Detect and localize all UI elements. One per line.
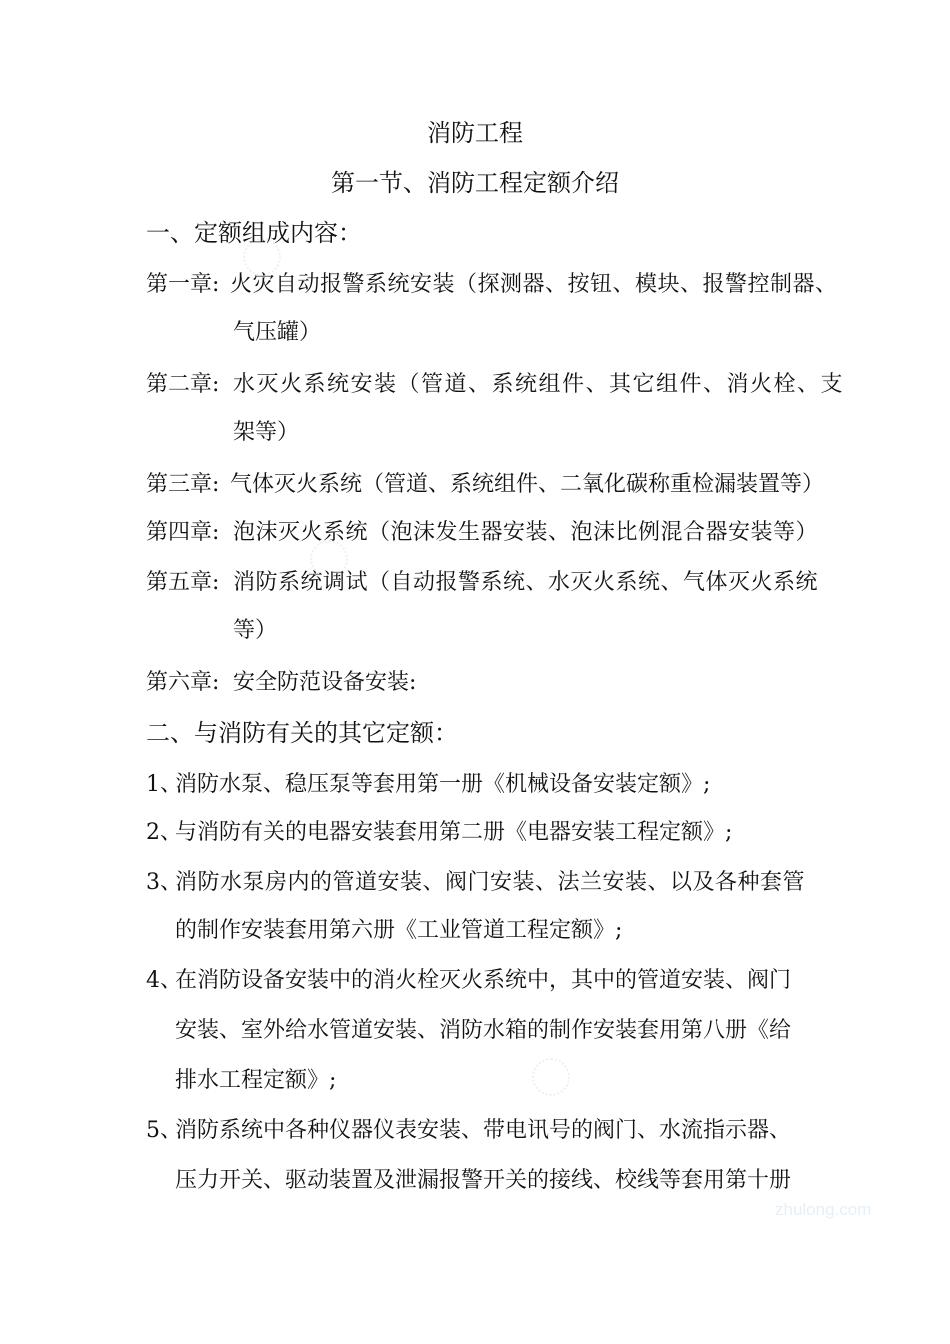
list-item-text: 消防水泵、稳压泵等套用第一册《机械设备安装定额》; bbox=[175, 772, 711, 797]
chapter-text: 火灾自动报警系统安装（探测器、按钮、模块、报警控制器、 bbox=[230, 272, 838, 297]
chapter-label: 第一章: bbox=[146, 272, 220, 297]
chapter-label: 第四章: bbox=[146, 520, 220, 545]
chapter-text-cont: 架等） bbox=[233, 420, 300, 445]
section-subtitle: 第一节、消防工程定额介绍 bbox=[331, 169, 619, 197]
list-item-text: 消防系统中各种仪器仪表安装、带电讯号的阀门、水流指示器、 bbox=[175, 1118, 792, 1143]
chapter-text: 气体灭火系统（管道、系统组件、二氧化碳称重检漏装置等） bbox=[230, 472, 825, 497]
list-item-text: 排水工程定额》; bbox=[175, 1068, 337, 1093]
list-item-text: 消防水泵房内的管道安装、阀门安装、法兰安装、以及各种套管 bbox=[175, 870, 806, 895]
list-item-number: 1、 bbox=[146, 772, 182, 797]
list-item-text: 在消防设备安装中的消火栓灭火系统中，其中的管道安装、阀门 bbox=[175, 968, 792, 993]
chapter-text: 泡沫灭火系统（泡沫发生器安装、泡沫比例混合器安装等） bbox=[233, 520, 819, 545]
list-item-text: 安装、室外给水管道安装、消防水箱的制作安装套用第八册《给 bbox=[175, 1018, 792, 1043]
chapter-label: 第六章: bbox=[146, 670, 220, 695]
chapter-text: 水灭火系统安装（管道、系统组件、其它组件、消火栓、支 bbox=[233, 372, 845, 397]
chapter-label: 第三章: bbox=[146, 472, 220, 497]
watermark-text: zhulong.com bbox=[775, 1200, 872, 1219]
chapter-text-cont: 气压罐） bbox=[233, 320, 322, 345]
chapter-text: 安全防范设备安装: bbox=[233, 670, 417, 695]
list-item-text: 的制作安装套用第六册《工业管道工程定额》; bbox=[175, 918, 623, 943]
chapter-text-cont: 等） bbox=[233, 618, 278, 643]
watermark-flake-icon bbox=[532, 1058, 570, 1096]
list-item-number: 3、 bbox=[146, 870, 182, 895]
list-item-text: 压力开关、驱动装置及泄漏报警开关的接线、校线等套用第十册 bbox=[175, 1168, 792, 1193]
page-title: 消防工程 bbox=[427, 119, 523, 147]
section1-heading: 一、定额组成内容： bbox=[146, 219, 362, 247]
list-item-number: 4、 bbox=[146, 968, 182, 993]
section2-heading: 二、与消防有关的其它定额： bbox=[146, 719, 458, 747]
list-item-number: 2、 bbox=[146, 820, 182, 845]
list-item-text: 与消防有关的电器安装套用第二册《电器安装工程定额》; bbox=[175, 820, 733, 845]
chapter-label: 第五章: bbox=[146, 570, 220, 595]
chapter-text: 消防系统调试（自动报警系统、水灭火系统、气体灭火系统 bbox=[233, 570, 819, 595]
list-item-number: 5、 bbox=[146, 1118, 182, 1143]
chapter-label: 第二章: bbox=[146, 372, 220, 397]
